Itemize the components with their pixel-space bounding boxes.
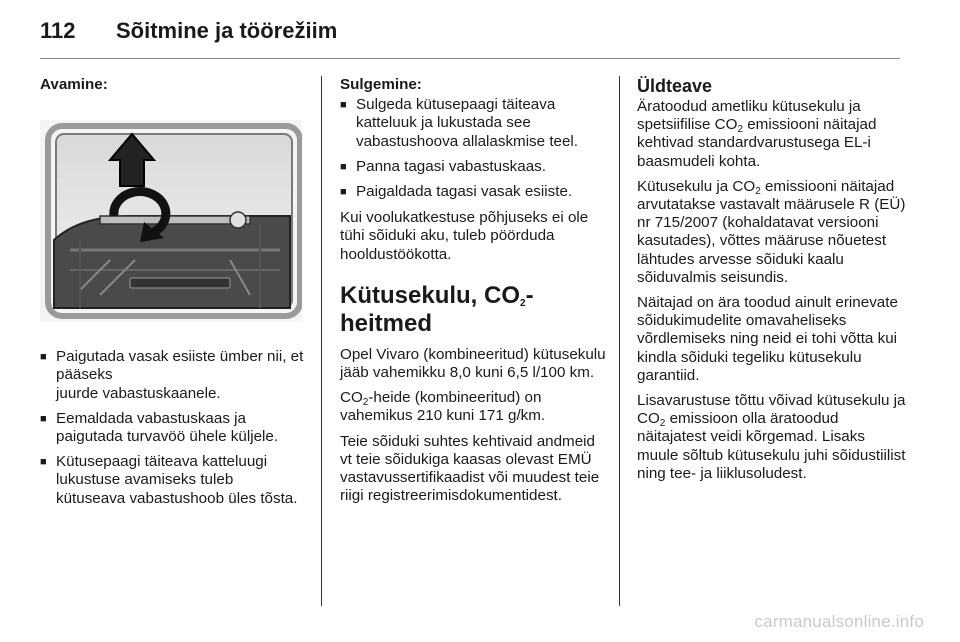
page-title: Sõitmine ja töörežiim — [116, 18, 338, 43]
closing-steps — [340, 96, 610, 201]
column-divider-1 — [321, 76, 322, 606]
opening-steps — [40, 348, 305, 508]
list-item: ■ Sulgeda kütusepaagi täiteava katteluuk ja lukustada see vabastushoova allalaskmise teel. — [340, 96, 610, 151]
general-heading: Üldteave — [637, 76, 713, 96]
watermark: carmanualsonline.info — [754, 612, 924, 631]
general-paragraph: Näitajad on ära toodud ainult erinevate sõidukimudelite omavaheliseks võrdlemiseks ning neid ei tohi võtta kui kindla sõiduki tegeliku kütusekulu garantiid. — [637, 294, 898, 384]
closing-label: Sulgemine: — [340, 76, 422, 93]
general-paragraph: Kütusekulu ja $CO_2$ emissiooni näitajad arvutatakse vastavalt määrusele R (EÜ) nr 715/2007 (kohaldatavat versiooni kasutades), võttes määruse nõuetest lähtudes arvesse sõiduki kaalu sõiduvalmis seisundis. — [637, 177, 906, 286]
fuel-release-illustration — [40, 120, 302, 322]
page-header — [40, 18, 337, 50]
column-general — [637, 76, 909, 490]
certificate-note: Teie sõiduki suhtes kehtivaid andmeid vt teie sõidukiga kaasas olevast EMÜ vastavussertifikaadist või muudest teie riigi registreerimisdokumentidest. — [340, 432, 600, 505]
fuel-consumption-heading: Kütusekulu, $CO_2$-heitmed — [340, 281, 534, 337]
page-number: 112 — [40, 18, 76, 43]
opening-label: Avamine: — [40, 76, 108, 93]
list-item: ■ Paigutada vasak esiiste ümber nii, et pääseks juurde vabastuskaanele. — [40, 348, 305, 403]
fuel-consumption-text: Opel Vivaro (kombineeritud) kütusekulu jääb vahemikku 8,0 kuni 6,5 l/100 km. — [340, 345, 606, 382]
header-divider — [40, 58, 900, 59]
general-paragraph: Äratoodud ametliku kütusekulu ja spetsiifilise $CO_2$ emissiooni näitajad kehtivad standardvarustusega EL-i baasmudeli kohta. — [637, 98, 877, 170]
column-opening — [40, 76, 305, 516]
power-failure-note: Kui voolukatkestuse põhjuseks ei ole tühi sõiduki aku, tuleb pöörduda hooldustöökotta. — [340, 209, 589, 263]
column-divider-2 — [619, 76, 620, 606]
list-item: ■ Panna tagasi vabastuskaas. — [340, 158, 610, 176]
column-closing — [340, 76, 610, 512]
co2-text: $CO_2$-heide (kombineeritud) on vahemikus 210 kuni 171 g/km. — [340, 389, 546, 425]
general-paragraph: Lisavarustuse tõttu võivad kütusekulu ja $CO_2$ emissioon olla äratoodud näitajatest veidi kõrgemad. Lisaks muule sõltub kütusekulu juhi sõidustiilist ning tee- ja liiklusoludest. — [637, 392, 906, 482]
list-item: ■ Kütusepaagi täiteava katteluugi lukustuse avamiseks tuleb kütuseava vabastushoob üles tõsta. — [40, 453, 305, 508]
list-item: ■ Paigaldada tagasi vasak esiiste. — [340, 183, 610, 201]
list-item: ■ Eemaldada vabastuskaas ja paigutada turvavöö ühele küljele. — [40, 410, 305, 446]
